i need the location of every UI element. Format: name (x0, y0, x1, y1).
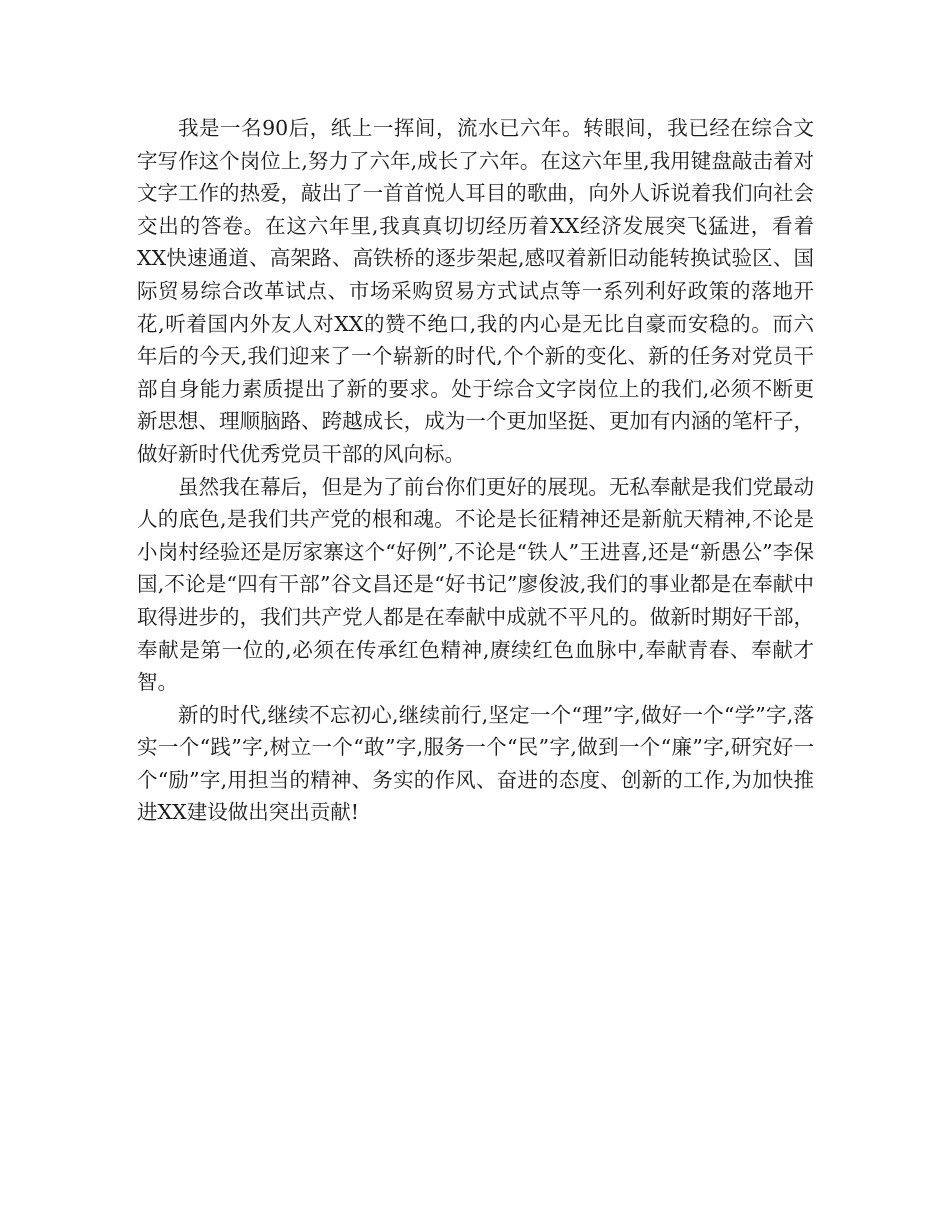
paragraph-3: 新的时代,继续不忘初心,继续前行,坚定一个“理”字,做好一个“学”字,落实一个“践”字,树立一个“敢”字,服务一个“民”字,做到一个“廉”字,研究好一个“励”字,用担当的精神、务实的作风、奋进的态度、创新的工作,为加快推进XX建设做出突出贡献! (137, 702, 814, 825)
document-body (137, 112, 814, 829)
paragraph-1: 我是一名90后，纸上一挥间，流水已六年。转眼间，我已经在综合文字写作这个岗位上,努力了六年,成长了六年。在这六年里,我用键盘敲击着对文字工作的热爱，敲出了一首首悦人耳目的歌曲，向外人诉说着我们向社会交出的答卷。在这六年里,我真真切切经历着XX经济发展突飞猛进，看着XX快速通道、高架路、高铁桥的逐步架起,感叹着新旧动能转换试验区、国际贸易综合改革试点、市场采购贸易方式试点等一系列利好政策的落地开花,听着国内外友人对XX的赞不绝口,我的内心是无比自豪而安稳的。而六年后的今天,我们迎来了一个崭新的时代,个个新的变化、新的任务对党员干部自身能力素质提出了新的要求。处于综合文字岗位上的我们,必须不断更新思想、理顺脑路、跨越成长，成为一个更加坚挺、更加有内涵的笔杆子，做好新时代优秀党员干部的风向标。 (137, 116, 814, 466)
paragraph-2: 虽然我在幕后，但是为了前台你们更好的展现。无私奉献是我们党最动人的底色,是我们共产党的根和魂。不论是长征精神还是新航天精神,不论是小岗村经验还是厉家寨这个“好例”,不论是“铁人”王进喜,还是“新愚公”李保国,不论是“四有干部”谷文昌还是“好书记”廖俊波,我们的事业都是在奉献中取得进步的，我们共产党人都是在奉献中成就不平凡的。做新时期好干部，奉献是第一位的,必须在传承红色精神,赓续红色血脉中,奉献青春、奉献才智。 (137, 474, 814, 695)
